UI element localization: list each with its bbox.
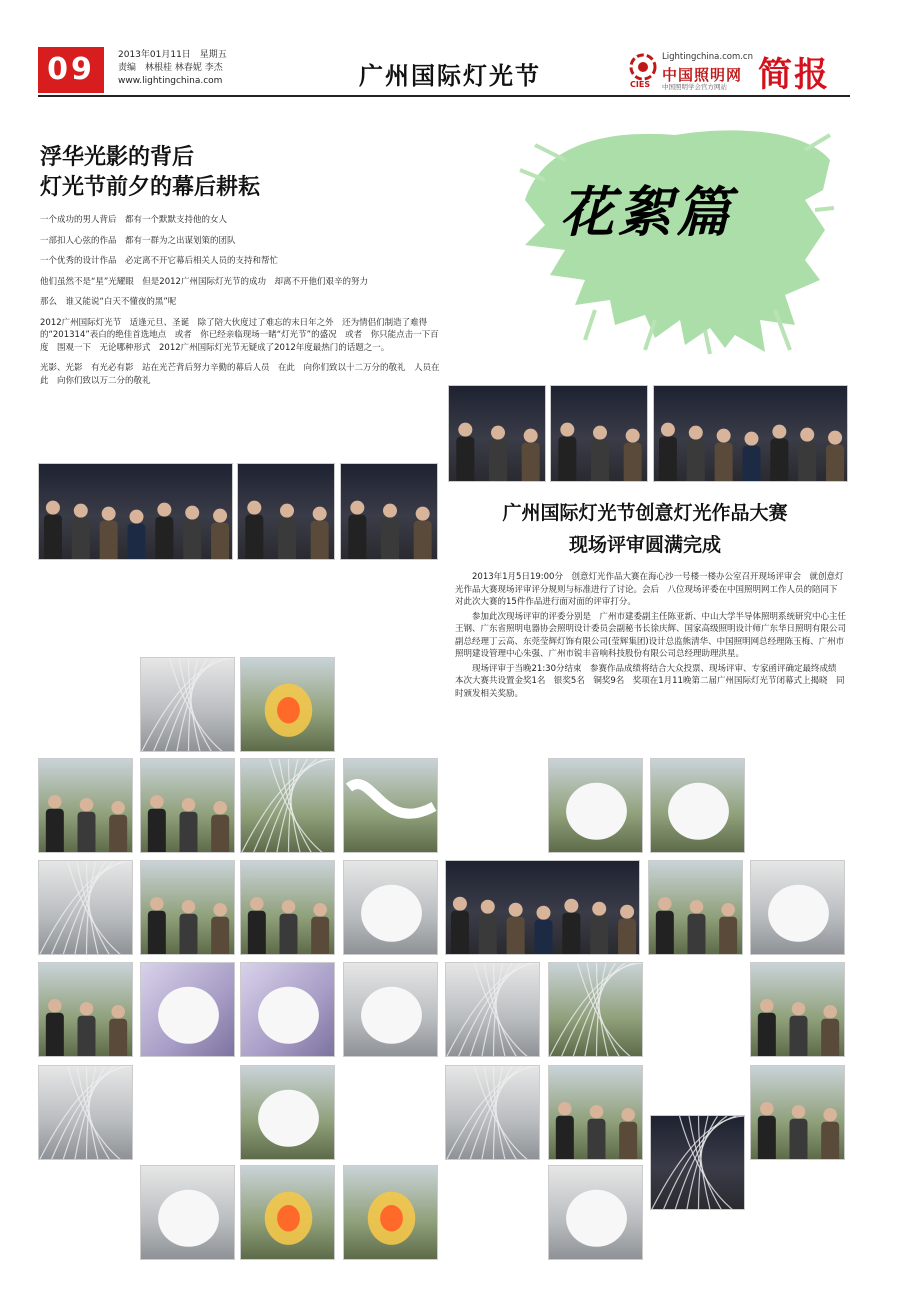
photo-white-star [240, 962, 335, 1057]
photo-judge-reading [237, 463, 335, 560]
article-paragraph: 2013年1月5日19:00分 创意灯光作品大赛在海心沙一号楼一楼办公室召开现场评审会 就创意灯光作品大赛现场评审评分规则与标准进行了讨论。会后 八位现场评委在中国照明网工作人员的陪同下 对此次大赛的15件作品进行面对面的评审打分。 [455, 572, 847, 607]
photo-white-sails [140, 1165, 235, 1260]
photo-judge-writing [448, 385, 546, 482]
photo-wire-sculpture [140, 657, 235, 752]
article-paragraph: 参加此次现场评审的评委分别是 广州市建委副主任陈亚新、中山大学半导体照明系统研究中心主任王钢、广东省照明电器协会照明设计委员会副秘书长徐庆辉、国家高级照明设计师广东华日照明有限公司副总经理丁云高、东莞莹辉灯饰有限公司(莹辉集团)设计总监熊清华、中国照明网总经理陈玉梅、广州市照明建设管理中心朱强、广州市锐丰音响科技股份有限公司总经理助理洪星。 [455, 611, 847, 659]
feature-paragraph: 2012广州国际灯光节 适逢元旦、圣诞 除了陪大伙度过了难忘的末日年之外 还为情侣们制造了难得的“201314”表白的绝佳首选地点 或者 你已经亲临现场一睹“灯光节”的盛况 或者 你只能点击一下百度 围观一下 无论哪种形式 2012广州国际灯光节无疑成了2012年度最热门的话题之一。 [40, 317, 439, 353]
photo-scaffold-covered [445, 962, 540, 1057]
editors-line: 责编 林根桂 林春妮 李杰 [118, 63, 223, 73]
brief-label: 简报 [758, 55, 830, 95]
feature-line: 一个成功的男人背后 都有一个默默支持他的女人 [40, 215, 228, 225]
photo-man-phone [750, 1065, 845, 1160]
photo-judges-at-exhibit [340, 463, 438, 560]
site-url: www.lightingchina.com [118, 76, 223, 86]
photo-judges-reviewing [550, 385, 648, 482]
logo-site: Lightingchina.com.cn [662, 52, 753, 62]
masthead-title: 广州国际灯光节 [359, 62, 541, 90]
photo-tent-structure [38, 1065, 133, 1160]
photo-judges-lineup [38, 463, 233, 560]
photo-team-group [445, 860, 640, 955]
photo-group-city [548, 1065, 643, 1160]
photo-flame-installation [240, 657, 335, 752]
photo-white-tube [343, 758, 438, 853]
photo-big-lantern [343, 1165, 438, 1260]
photo-wire-dancers [650, 1115, 745, 1210]
article-title-line1: 广州国际灯光节创意灯光作品大赛 [502, 502, 788, 524]
photo-metal-frames [240, 758, 335, 853]
date-line: 2013年01月11日 星期五 [118, 50, 227, 60]
photo-worker-digging [750, 962, 845, 1057]
feature-headline-line2: 灯光节前夕的幕后耕耘 [40, 175, 261, 200]
article-title-line2: 现场评审圆满完成 [568, 534, 721, 556]
logo-cies: CIES [630, 80, 651, 89]
feature-line: 一部扣人心弦的作品 都有一群为之出谋划策的团队 [40, 235, 236, 246]
photo-white-fish [240, 1065, 335, 1160]
photo-purple-light [140, 962, 235, 1057]
photo-worker-kneeling [140, 758, 235, 853]
photo-white-screens [343, 962, 438, 1057]
photo-tree-work [240, 860, 335, 955]
logo-subtitle: 中国照明学会官方网站 [662, 83, 727, 91]
feature-paragraph: 光影、光影 有光必有影 站在光芒背后努力辛勤的幕后人员 在此 向你们致以十二万分的敬礼 人员在此 向你们致以万二分的敬礼 [40, 363, 440, 386]
photo-white-eggs [750, 860, 845, 955]
photo-dotted-sculpture [548, 758, 643, 853]
photo-wheel-frames [38, 860, 133, 955]
photo-workers-assembly [38, 962, 133, 1057]
photo-chairs-hall [548, 1165, 643, 1260]
feature-line: 他们虽然不是“星”光耀眼 但是2012广州国际灯光节的成功 却离不开他们艰辛的努力 [40, 276, 368, 287]
logo-name: 中国照明网 [662, 66, 743, 84]
photo-judges-group-night [653, 385, 848, 482]
feature-headline-line1: 浮华光影的背后 [40, 145, 195, 170]
feature-line: 一个优秀的设计作品 必定离不开它幕后相关人员的支持和帮忙 [40, 256, 279, 266]
feature-line: 那么 谁又能说“白天不懂夜的黑”呢 [40, 297, 177, 307]
photo-wire-globe [548, 962, 643, 1057]
article-paragraph: 现场评审于当晚21:30分结束 参赛作品成绩将结合大众投票、现场评审、专家函评确定最终成绩 本次大赛共设置金奖1名 银奖5名 铜奖9名 奖项在1月11晚第二届广州国际灯光节闭幕式上揭晓 同时颁发相关奖励。 [455, 663, 846, 699]
photo-workers-setup [38, 758, 133, 853]
section-label: 花絮篇 [560, 180, 734, 244]
photo-white-panel [343, 860, 438, 955]
photo-arrow-sculpture [650, 758, 745, 853]
photo-worker-on-ladder [140, 860, 235, 955]
photo-sphere-frame [648, 860, 743, 955]
page-number: 09 [38, 47, 104, 93]
photo-cage-lanterns [240, 1165, 335, 1260]
photo-scaffold-worker [445, 1065, 540, 1160]
